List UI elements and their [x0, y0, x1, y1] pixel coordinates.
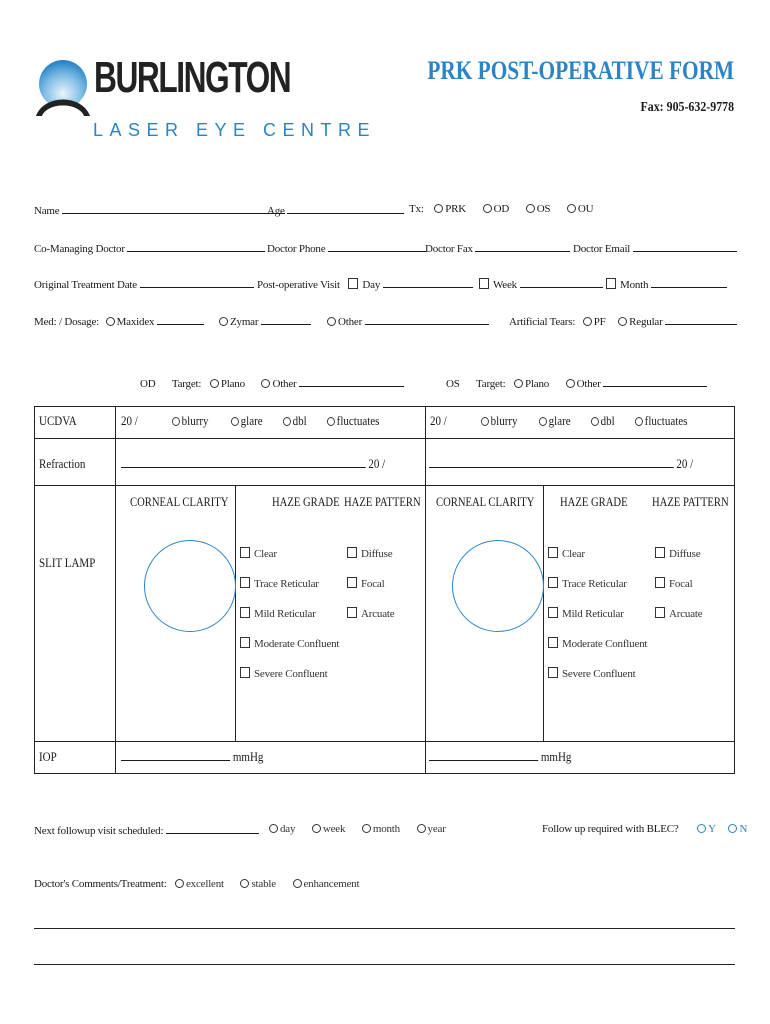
checkbox-icon [548, 637, 558, 648]
postop-row [257, 277, 473, 291]
doctor-phone-label: Doctor Phone [267, 243, 326, 255]
followup-year-option[interactable]: year [417, 823, 446, 835]
refraction-label: Refraction [39, 457, 86, 471]
radio-icon [434, 204, 443, 213]
radio-icon [327, 417, 335, 426]
od-refraction-field[interactable]: 20 / [121, 457, 385, 472]
radio-icon [567, 204, 576, 213]
followup-yes-option[interactable]: Y [697, 823, 716, 835]
iop-label: IOP [39, 750, 57, 764]
tx-ou-option[interactable]: OU [567, 203, 594, 215]
radio-icon [269, 824, 278, 833]
od-grade-clear[interactable]: Clear [240, 547, 277, 560]
od-pattern-diffuse[interactable]: Diffuse [347, 547, 392, 560]
radio-icon [481, 417, 489, 426]
os-blurry-option[interactable]: blurry [481, 414, 518, 429]
od-label: OD [140, 378, 156, 390]
os-dbl-option[interactable]: dbl [591, 414, 615, 429]
od-blurry-option[interactable]: blurry [172, 414, 209, 429]
radio-icon [697, 824, 706, 833]
brand-subtitle: LASER EYE CENTRE [93, 120, 377, 140]
radio-icon [172, 417, 180, 426]
checkbox-icon [347, 607, 357, 618]
postop-week-option[interactable]: Week [479, 279, 517, 291]
os-grade-clear[interactable]: Clear [548, 547, 585, 560]
radio-icon [583, 317, 592, 326]
radio-icon [566, 379, 575, 388]
name-label: Name [34, 205, 60, 217]
os-other-field[interactable] [603, 376, 707, 387]
radio-icon [362, 824, 371, 833]
checkbox-icon [240, 607, 250, 618]
brand-name: BURLINGTON [94, 53, 291, 102]
followup-no-option[interactable]: N [728, 823, 747, 835]
followup-label: Next followup visit scheduled: [34, 825, 164, 837]
radio-icon [293, 879, 302, 888]
od-plano-option[interactable]: Plano [210, 378, 245, 390]
age-label: Age [267, 205, 285, 217]
radio-icon [312, 824, 321, 833]
od-cornea-diagram[interactable] [144, 540, 236, 632]
zymar-field[interactable] [261, 314, 311, 325]
doctor-phone-field[interactable] [328, 241, 426, 252]
radio-icon [526, 204, 535, 213]
followup-required-label: Follow up required with BLEC? [542, 823, 679, 835]
checkbox-icon [548, 577, 558, 588]
os-plano-option[interactable]: Plano [514, 378, 549, 390]
name-field[interactable] [62, 203, 285, 214]
checkbox-icon [655, 547, 665, 558]
followup-month-option[interactable]: month [362, 823, 400, 835]
os-iop-field[interactable]: mmHg [429, 750, 571, 765]
os-pattern-arcuate[interactable]: Arcuate [655, 607, 702, 620]
os-grade-trace-reticular[interactable]: Trace Reticular [548, 577, 627, 590]
postop-week-row [479, 277, 603, 291]
tears-row [509, 314, 737, 328]
os-pattern-diffuse[interactable]: Diffuse [655, 547, 700, 560]
checkbox-icon [240, 547, 250, 558]
comments-row [34, 878, 181, 890]
other-med-option[interactable]: Other [327, 316, 362, 328]
doctor-fax-row [425, 241, 570, 255]
postop-month-option[interactable]: Month [606, 279, 648, 291]
name-row [34, 203, 285, 217]
ucdva-label: UCDVA [39, 414, 77, 428]
exam-table [34, 406, 735, 774]
followup-day-option[interactable]: day [269, 823, 295, 835]
age-row [267, 203, 404, 217]
postop-month-field[interactable] [651, 277, 727, 288]
maxidex-field[interactable] [157, 314, 204, 325]
tears-regular-field[interactable] [665, 314, 737, 325]
os-grade-severe-confluent[interactable]: Severe Confluent [548, 667, 635, 680]
os-haze-grade-header: HAZE GRADE [560, 495, 628, 509]
os-ucdva-20: 20 / [430, 414, 447, 428]
os-haze-pattern-header: HAZE PATTERN [652, 495, 729, 509]
radio-icon [635, 417, 643, 426]
checkbox-icon [548, 547, 558, 558]
od-dbl-option[interactable]: dbl [283, 414, 307, 429]
tx-os-option[interactable]: OS [526, 203, 551, 215]
tears-label: Artificial Tears: [509, 316, 576, 328]
od-grade-trace-reticular[interactable]: Trace Reticular [240, 577, 319, 590]
form-title: PRK POST-OPERATIVE FORM [427, 56, 734, 85]
postop-label: Post-operative Visit [257, 279, 340, 291]
od-glare-option[interactable]: glare [231, 414, 263, 429]
radio-icon [327, 317, 336, 326]
os-fluctuates-option[interactable]: fluctuates [635, 414, 687, 429]
radio-icon [261, 379, 270, 388]
od-target-row [140, 376, 404, 390]
checkbox-icon [548, 667, 558, 678]
checkbox-icon [347, 577, 357, 588]
checkbox-icon [655, 577, 665, 588]
radio-icon [728, 824, 737, 833]
od-pattern-focal[interactable]: Focal [347, 577, 384, 590]
postop-day-option[interactable]: Day [348, 279, 380, 291]
tx-prk-option[interactable]: PRK [434, 203, 466, 215]
co-managing-label: Co-Managing Doctor [34, 243, 125, 255]
comments-line-2[interactable] [34, 964, 735, 965]
checkbox-icon [655, 607, 665, 618]
os-other-option[interactable]: Other [566, 378, 601, 390]
radio-icon [231, 417, 239, 426]
radio-icon [618, 317, 627, 326]
comments-excellent-option[interactable]: excellent [175, 878, 224, 890]
od-target-label: Target: [171, 378, 202, 390]
age-field[interactable] [287, 203, 404, 214]
os-glare-option[interactable]: glare [539, 414, 571, 429]
radio-icon [210, 379, 219, 388]
radio-icon [106, 317, 115, 326]
os-corneal-clarity-header: CORNEAL CLARITY [436, 495, 535, 509]
med-label: Med: / Dosage: [34, 316, 100, 328]
os-cornea-diagram[interactable] [452, 540, 544, 632]
tx-label: Tx: [409, 203, 424, 215]
os-label: OS [446, 378, 460, 390]
os-grade-moderate-confluent[interactable]: Moderate Confluent [548, 637, 647, 650]
radio-icon [591, 417, 599, 426]
followup-week-option[interactable]: week [312, 823, 345, 835]
doctor-email-row [573, 241, 737, 255]
zymar-option[interactable]: Zymar [219, 316, 258, 328]
tx-row [409, 203, 593, 215]
fax-number: Fax: 905-632-9778 [640, 100, 734, 115]
zymar-row [219, 314, 311, 328]
os-target-row [446, 376, 707, 390]
od-corneal-clarity-header: CORNEAL CLARITY [130, 495, 229, 509]
comments-line-1[interactable] [34, 928, 735, 929]
followup-row [34, 823, 259, 837]
checkbox-icon [479, 278, 489, 289]
checkbox-icon [606, 278, 616, 289]
od-grade-severe-confluent[interactable]: Severe Confluent [240, 667, 327, 680]
od-other-field[interactable] [299, 376, 404, 387]
other-med-field[interactable] [365, 314, 489, 325]
postop-week-field[interactable] [520, 277, 603, 288]
original-date-row [34, 277, 254, 291]
postop-month-row [606, 277, 727, 291]
logo-eye-icon [34, 58, 92, 118]
original-date-field[interactable] [140, 277, 254, 288]
followup-field[interactable] [166, 823, 259, 834]
doctor-fax-label: Doctor Fax [425, 243, 473, 255]
od-other-option[interactable]: Other [261, 378, 296, 390]
os-pattern-focal[interactable]: Focal [655, 577, 692, 590]
original-date-label: Original Treatment Date [34, 279, 137, 291]
radio-icon [514, 379, 523, 388]
checkbox-icon [347, 547, 357, 558]
radio-icon [240, 879, 249, 888]
tears-regular-option[interactable]: Regular [618, 316, 662, 328]
checkbox-icon [240, 667, 250, 678]
other-med-row [327, 314, 489, 328]
tears-pf-option[interactable]: PF [583, 316, 606, 328]
comments-stable-option[interactable]: stable [240, 878, 275, 890]
radio-icon [483, 204, 492, 213]
slit-lamp-label: SLIT LAMP [39, 556, 96, 570]
tx-od-option[interactable]: OD [483, 203, 510, 215]
checkbox-icon [240, 637, 250, 648]
co-managing-row [34, 241, 265, 255]
postop-day-field[interactable] [383, 277, 473, 288]
followup-options [269, 823, 446, 835]
checkbox-icon [548, 607, 558, 618]
doctor-email-field[interactable] [633, 241, 737, 252]
doctor-phone-row [267, 241, 426, 255]
od-haze-grade-header: HAZE GRADE [272, 495, 340, 509]
comments-enhancement-option[interactable]: enhancement [293, 878, 360, 890]
od-iop-field[interactable]: mmHg [121, 750, 263, 765]
comments-options [175, 878, 359, 890]
doctor-email-label: Doctor Email [573, 243, 631, 255]
radio-icon [175, 879, 184, 888]
od-fluctuates-option[interactable]: fluctuates [327, 414, 379, 429]
co-managing-field[interactable] [127, 241, 265, 252]
os-target-label: Target: [476, 378, 506, 390]
checkbox-icon [240, 577, 250, 588]
od-pattern-arcuate[interactable]: Arcuate [347, 607, 394, 620]
radio-icon [539, 417, 547, 426]
comments-label: Doctor's Comments/Treatment: [34, 878, 167, 890]
doctor-fax-field[interactable] [475, 241, 570, 252]
med-row [34, 314, 204, 328]
od-haze-pattern-header: HAZE PATTERN [344, 495, 421, 509]
followup-required-row [542, 823, 747, 835]
os-grade-mild-reticular[interactable]: Mild Reticular [548, 607, 624, 620]
od-ucdva-20: 20 / [121, 414, 138, 428]
radio-icon [417, 824, 426, 833]
checkbox-icon [348, 278, 358, 289]
od-grade-moderate-confluent[interactable]: Moderate Confluent [240, 637, 339, 650]
maxidex-option[interactable]: Maxidex [106, 316, 155, 328]
radio-icon [283, 417, 291, 426]
os-refraction-field[interactable]: 20 / [429, 457, 693, 472]
radio-icon [219, 317, 228, 326]
od-grade-mild-reticular[interactable]: Mild Reticular [240, 607, 316, 620]
